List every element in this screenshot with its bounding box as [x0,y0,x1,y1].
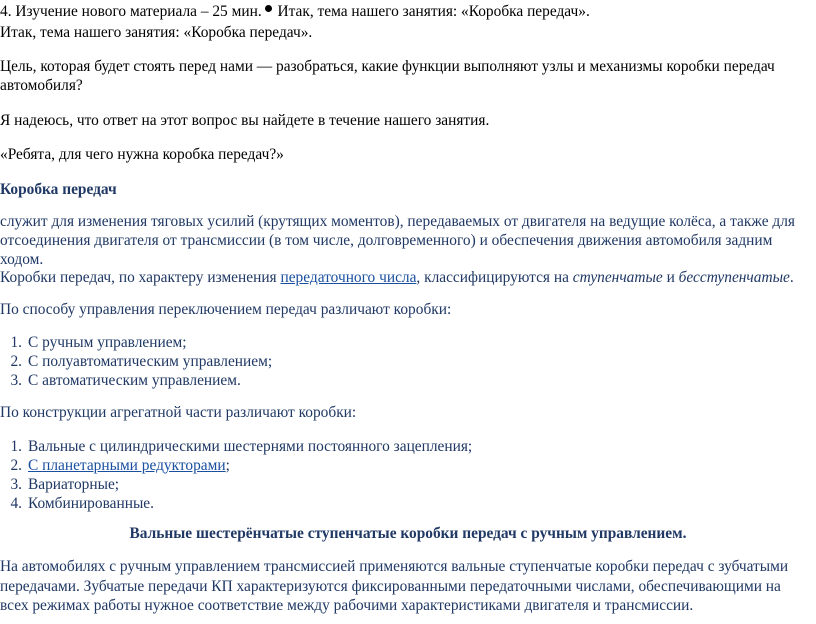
topic-text: Итак, тема нашего занятия: «Коробка передач». [273,3,590,20]
heading-gearbox: Коробка передач [0,181,117,198]
construction-intro: По конструкции агрегатной части различают коробки: [0,404,357,421]
gear-ratio-link[interactable]: передаточного числа [280,269,417,286]
lesson-step-text: 4. Изучение нового материала – 25 мин. [0,3,262,20]
paragraph-line-1: На автомобилях с ручным управлением трансмиссией применяются вальные ступенчатые коробки передач с зубчатыми [0,558,789,575]
header-line-2: Итак, тема нашего занятия: «Коробка передач». [0,24,313,41]
list-item: 2. С полуавтоматическим управлением; [10,353,273,370]
question-text: «Ребята, для чего нужна коробка передач?» [0,146,284,163]
goal-line-1: Цель, которая будет стоять перед нами — разобраться, какие функции выполняют узлы и механизмы коробки передач [0,58,775,75]
bullet-icon [265,5,272,12]
goal-line-2: автомобиля? [0,77,83,94]
list-item: 2. С планетарными редукторами; [10,457,230,474]
list-item: 4. Комбинированные. [10,495,154,512]
stepped-term: ступенчатые [572,269,663,286]
classification-line [0,266,794,289]
classification-and: и [662,269,679,286]
list-item: 3. С автоматическим управлением. [10,372,241,389]
classification-pre: Коробки передач, по характеру изменения [0,269,281,286]
list-item: 1. Вальные с цилиндрическими шестернями постоянного зацепления; [10,438,473,455]
control-intro: По способу управления переключением передач различают коробки: [0,301,452,318]
definition-line-1: служит для изменения тяговых усилий (крутящих моментов), передаваемых от двигателя на ведущие колёса, а также для [0,213,796,230]
header-line-1 [0,0,590,23]
heading-manual-gearbox: Вальные шестерёнчатые ступенчатые коробки передач с ручным управлением. [129,525,687,542]
paragraph-line-2: передачами. Зубчатые передачи КП характеризуются фиксированными передаточными числами, обеспечивающими на [0,578,781,595]
list-item: 1. С ручным управлением; [10,334,187,351]
definition-line-2: отсоединения двигателя от трансмиссии (в том числе, долговременного) и обеспечения движения автомобиля задним [0,232,773,249]
paragraph-line-3: всех режимах работы нужное соответствие между рабочими характеристиками двигателя и трансмиссии. [0,597,694,614]
planetary-link[interactable]: С планетарными редукторами [28,457,226,474]
stepless-term: бесступенчатые [678,269,790,286]
classification-mid: , классифицируются на [416,269,573,286]
classification-end: . [789,269,794,286]
hope-text: Я надеюсь, что ответ на этот вопрос вы найдете в течение нашего занятия. [0,112,490,129]
definition-line-3: ходом. [0,251,44,268]
list-item: 3. Вариаторные; [10,476,120,493]
